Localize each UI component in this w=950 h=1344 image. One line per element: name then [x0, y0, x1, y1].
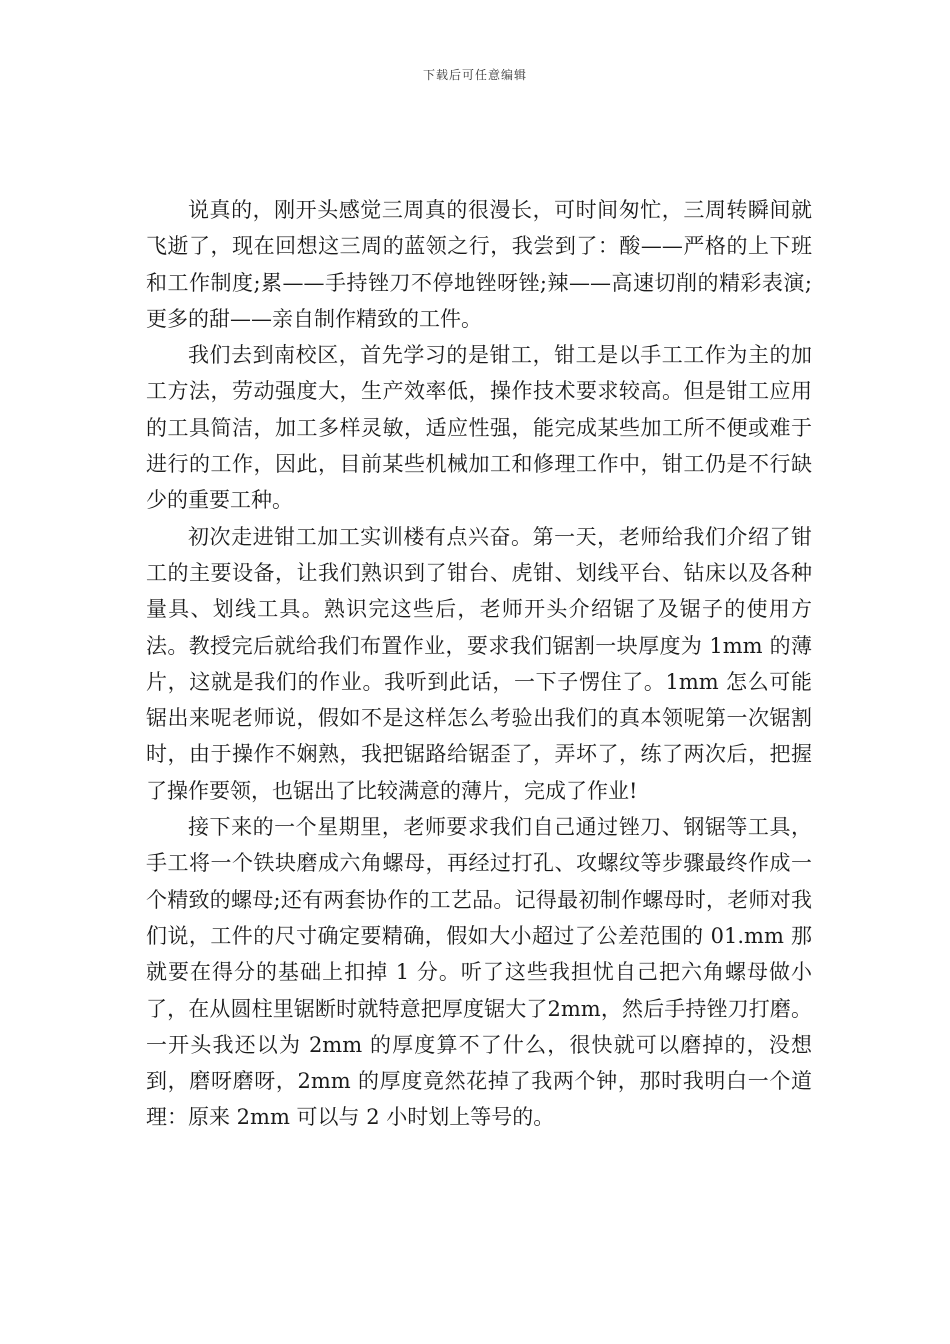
document-body: [146, 192, 812, 1136]
paragraph-1: 说真的，刚开头感觉三周真的很漫长，可时间匆忙，三周转瞬间就飞逝了，现在回想这三周的蓝领之行，我尝到了：酸——严格的上下班和工作制度;累——手持锉刀不停地锉呀锉;辣——高速切削的精彩表演;更多的甜——亲自制作精致的工件。: [146, 198, 812, 331]
paragraph-2: 我们去到南校区，首先学习的是钳工，钳工是以手工工作为主的加工方法，劳动强度大，生产效率低，操作技术要求较高。但是钳工应用的工具简洁，加工多样灵敏，适应性强，能完成某些加工所不便或难于进行的工作，因此，目前某些机械加工和修理工作中，钳工仍是不行缺少的重要工种。: [146, 343, 812, 513]
paragraph-3: 初次走进钳工加工实训楼有点兴奋。第一天，老师给我们介绍了钳工的主要设备，让我们熟识到了钳台、虎钳、划线平台、钻床以及各种量具、划线工具。熟识完这些后，老师开头介绍锯了及锯子的使用方法。教授完后就给我们布置作业，要求我们锯割一块厚度为 1mm 的薄片，这就是我们的作业。我听到此话，一下子愣住了。1mm 怎么可能锯出来呢老师说，假如不是这样怎么考验出我们的真本领呢第一次锯割时，由于操作不娴熟，我把锯路给锯歪了，弄坏了，练了两次后，把握了操作要领，也锯出了比较满意的薄片，完成了作业!: [146, 524, 812, 803]
page-header-note: 下载后可任意编辑: [422, 68, 527, 82]
paragraph-4: 接下来的一个星期里，老师要求我们自己通过锉刀、钢锯等工具，手工将一个铁块磨成六角螺母，再经过打孔、攻螺纹等步骤最终作成一个精致的螺母;还有两套协作的工艺品。记得最初制作螺母时，老师对我们说，工件的尺寸确定要精确，假如大小超过了公差范围的 01.mm 那就要在得分的基础上扣掉 1 分。听了这些我担忧自己把六角螺母做小了，在从圆柱里锯断时就特意把厚度锯大了2mm，然后手持锉刀打磨。一开头我还以为 2mm 的厚度算不了什么，很快就可以磨掉的，没想到，磨呀磨呀，2mm 的厚度竟然花掉了我两个钟，那时我明白一个道理：原来 2mm 可以与 2 小时划上等号的。: [146, 815, 812, 1130]
